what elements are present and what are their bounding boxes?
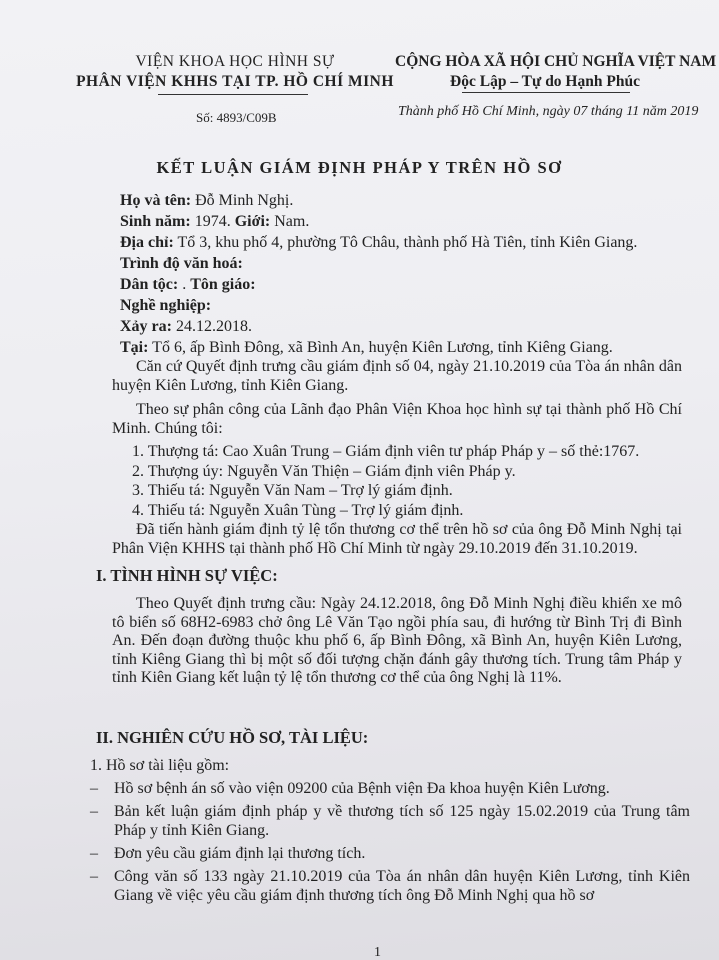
section-heading-facts: I. TÌNH HÌNH SỰ VIỆC: xyxy=(96,566,278,585)
list-item xyxy=(90,844,690,863)
list-item xyxy=(90,802,690,840)
member-list xyxy=(132,442,639,520)
ethnic-value: . xyxy=(178,276,191,293)
name-label: Họ và tên: xyxy=(120,192,192,209)
place-label: Tại: xyxy=(120,339,149,356)
header-right-rule xyxy=(462,92,630,93)
name-value: Đỗ Minh Nghị. xyxy=(191,192,294,209)
paragraph-assignment: Theo sự phân công của Lãnh đạo Phân Viện Khoa học hình sự tại thành phố Hồ Chí Minh. Chúng tôi: xyxy=(112,401,682,437)
agency-line-1: VIỆN KHOA HỌC HÌNH SỰ xyxy=(135,53,335,70)
place-value: Tổ 6, ấp Bình Đông, xã Bình An, huyện Kiên Lương, tỉnh Kiêng Giang. xyxy=(148,339,613,356)
document-title: KẾT LUẬN GIÁM ĐỊNH PHÁP Y TRÊN HỒ SƠ xyxy=(156,158,563,177)
address-label: Địa chỉ: xyxy=(120,234,174,251)
list-item-text: Công văn số 133 ngày 21.10.2019 của Tòa án nhân dân huyện Kiên Lương, tỉnh Kiên Giang về việc yêu cầu giám định thương tích ông Đỗ Minh Nghị qua hồ sơ xyxy=(114,868,690,904)
member-item: 1. Thượng tá: Cao Xuân Trung – Giám định viên tư pháp Pháp y – số thẻ:1767. xyxy=(132,443,640,460)
gender-label: Giới: xyxy=(234,213,271,230)
list-dash: – xyxy=(90,845,98,862)
page-number: 1 xyxy=(374,945,381,960)
person-info xyxy=(120,190,637,358)
list-item-text: Bản kết luận giám định pháp y về thương tích số 125 ngày 15.02.2019 của Trung tâm Pháp y tỉnh Kiên Giang. xyxy=(114,803,690,839)
paragraph-basis: Căn cứ Quyết định trưng cầu giám định số 04, ngày 21.10.2019 của Tòa án nhân dân huyện Kiên Lương, tỉnh Kiên Giang. xyxy=(112,358,682,394)
list-item xyxy=(90,779,690,798)
occurred-label: Xảy ra: xyxy=(120,318,172,335)
issuing-agency xyxy=(70,52,400,92)
education-label: Trình độ văn hoá: xyxy=(120,255,243,272)
list-dash: – xyxy=(90,780,98,797)
records-list xyxy=(90,779,690,909)
national-motto xyxy=(395,52,717,92)
country-name: CỘNG HÒA XÃ HỘI CHỦ NGHĨA VIỆT NAM xyxy=(395,53,717,70)
agency-line-2: PHÂN VIỆN KHHS TẠI TP. HỒ CHÍ MINH xyxy=(76,73,394,90)
facts-paragraph: Theo Quyết định trưng cầu: Ngày 24.12.2018, ông Đỗ Minh Nghị điều khiển xe mô tô biển số 68H2-6983 chở ông Lê Văn Tạo ngồi phía sau, đi hướng từ Bình Trị đi Bình An. Đến đoạn đường thuộc khu phố 6, ấp Bình Đông, xã Bình An, huyện Kiên Lương, tỉnh Kiêng Giang thì bị một số đối tượng chặn đánh gây thương tích. Trung tâm Pháp y tỉnh Kiên Giang kết luận tỷ lệ tổn thương cơ thể của ông Nghị là 11%. xyxy=(112,595,682,686)
birth-label: Sinh năm: xyxy=(120,213,191,230)
address-value: Tổ 3, khu phố 4, phường Tô Châu, thành phố Hà Tiên, tỉnh Kiên Giang. xyxy=(173,234,638,251)
issue-date: Thành phố Hồ Chí Minh, ngày 07 tháng 11 năm 2019 xyxy=(398,104,699,119)
motto: Độc Lập – Tự do Hạnh Phúc xyxy=(450,73,640,90)
section-heading-records: II. NGHIÊN CỨU HỒ SƠ, TÀI LIỆU: xyxy=(96,728,369,747)
ethnic-label: Dân tộc: xyxy=(120,276,179,293)
header-left-rule xyxy=(158,94,308,95)
job-label: Nghề nghiệp: xyxy=(120,297,212,314)
list-dash: – xyxy=(90,868,98,885)
gender-value: Nam. xyxy=(270,213,310,230)
member-item: 4. Thiếu tá: Nguyễn Xuân Tùng – Trợ lý giám định. xyxy=(132,501,464,519)
member-item: 2. Thượng úy: Nguyễn Văn Thiện – Giám định viên Pháp y. xyxy=(132,462,516,480)
list-item-text: Đơn yêu cầu giám định lại thương tích. xyxy=(114,845,366,862)
list-dash: – xyxy=(90,803,98,820)
birth-value: 1974. xyxy=(190,213,235,230)
member-item: 3. Thiếu tá: Nguyễn Văn Nam – Trợ lý giám định. xyxy=(132,482,453,499)
occurred-value: 24.12.2018. xyxy=(171,318,252,335)
list-item xyxy=(90,867,690,905)
religion-label: Tôn giáo: xyxy=(190,276,256,293)
list-item-text: Hồ sơ bệnh án số vào viện 09200 của Bệnh viện Đa khoa huyện Kiên Lương. xyxy=(114,780,610,797)
paragraph-procedure: Đã tiến hành giám định tỷ lệ tổn thương cơ thể trên hồ sơ của ông Đỗ Minh Nghị tại Phân Viện KHHS tại thành phố Hồ Chí Minh từ ngày 29.10.2019 đến 31.10.2019. xyxy=(112,521,682,557)
records-subheading: 1. Hồ sơ tài liệu gồm: xyxy=(90,757,230,774)
document-number: Số: 4893/C09B xyxy=(196,110,277,125)
